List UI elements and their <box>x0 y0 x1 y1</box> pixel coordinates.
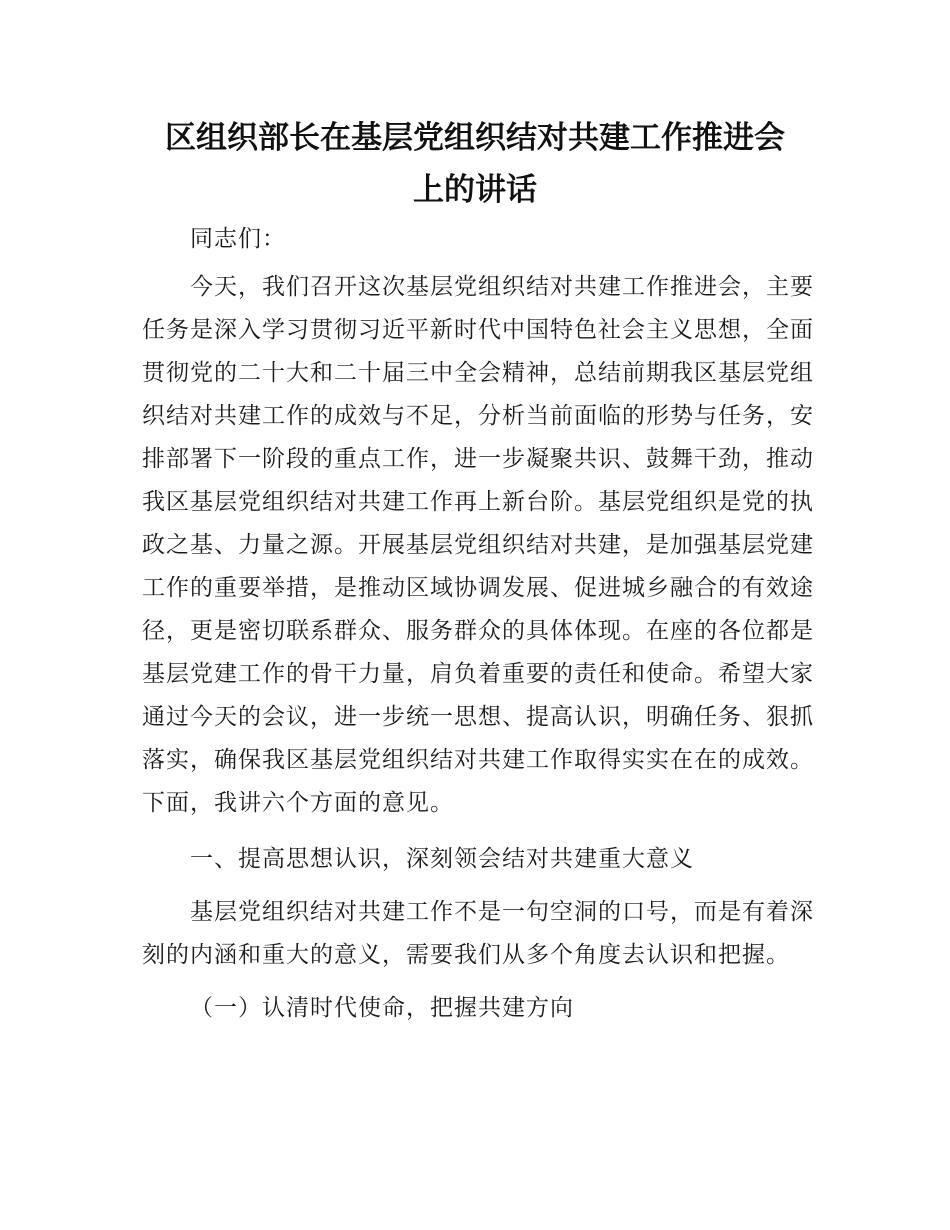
title-line-2: 上的讲话 <box>413 172 537 208</box>
document-title <box>130 112 820 216</box>
section-paragraph-1: 基层党组织结对共建工作不是一句空洞的口号，而是有着深刻的内涵和重大的意义，需要我们从多个角度去认识和把握。 <box>142 899 814 968</box>
section-heading-1: 一、提高思想认识，深刻领会结对共建重大意义 <box>190 846 694 872</box>
opening-paragraph: 今天，我们召开这次基层党组织结对共建工作推进会，主要任务是深入学习贯彻习近平新时代中国特色社会主义思想，全面贯彻党的二十大和二十届三中全会精神，总结前期我区基层党组织结对共建工作的成效与不足，分析当前面临的形势与任务，安排部署下一阶段的重点工作，进一步凝聚共识、鼓舞干劲，推动我区基层党组织结对共建工作再上新台阶。基层党组织是党的执政之基、力量之源。开展基层党组织结对共建，是加强基层党建工作的重要举措，是推动区域协调发展、促进城乡融合的有效途径，更是密切联系群众、服务群众的具体体现。在座的各位都是基层党建工作的骨干力量，肩负着重要的责任和使命。希望大家通过今天的会议，进一步统一思想、提高认识，明确任务、狠抓落实，确保我区基层党组织结对共建工作取得实实在在的成效。下面，我讲六个方面的意见。 <box>142 274 814 816</box>
greeting: 同志们： <box>190 226 286 252</box>
subsection-heading-1: （一）认清时代使命，把握共建方向 <box>190 995 574 1021</box>
title-line-1: 区组织部长在基层党组织结对共建工作推进会 <box>165 120 785 156</box>
